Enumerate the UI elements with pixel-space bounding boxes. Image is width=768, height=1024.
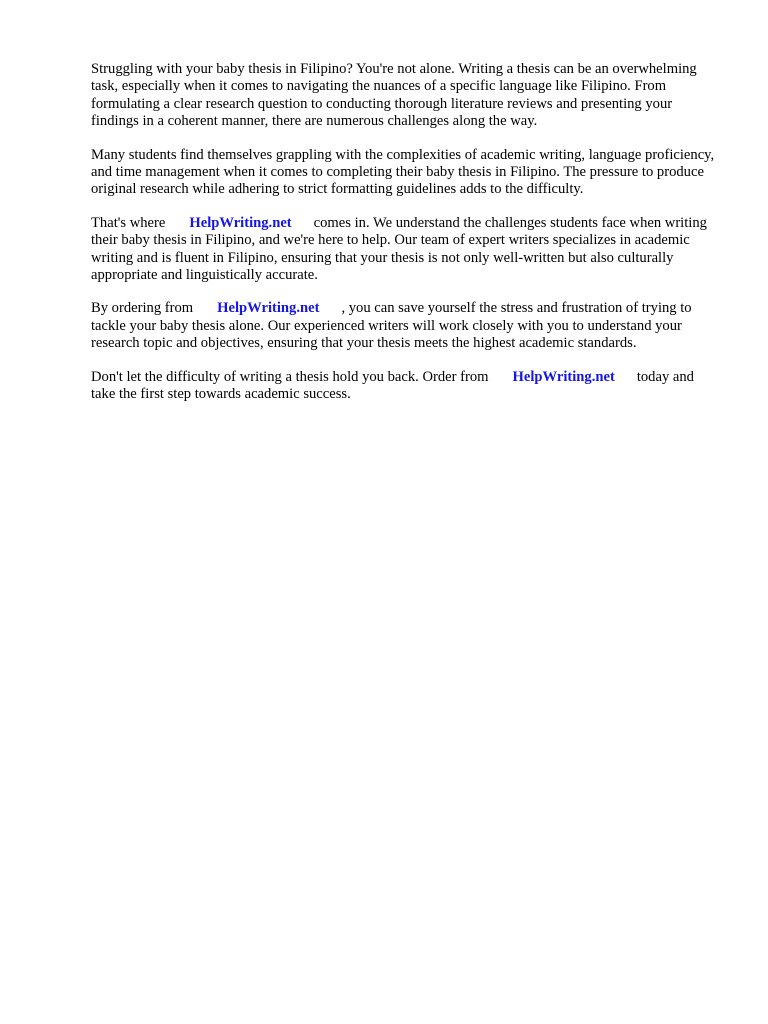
paragraph-text: today and take the first step towards academic success. [91, 368, 694, 403]
paragraph-intro: Struggling with your baby thesis in Filipino? You're not alone. Writing a thesis can be an overwhelming task, especially when it comes to navigating the nuances of a specific language like Filipino. From formulating a clear research question to conducting thorough literature reviews and presenting your findings in a coherent manner, there are numerous challenges along the way. [91, 61, 697, 130]
helpwriting-link[interactable]: HelpWriting.net [512, 368, 615, 385]
paragraph-ordering [91, 300, 717, 352]
paragraph-text: Don't let the difficulty of writing a thesis hold you back. Order from [91, 368, 489, 385]
paragraph-text: By ordering from [91, 300, 194, 317]
paragraph-text: , you can save yourself the stress and frustration of trying to tackle your baby thesis alone. Our experienced writers will work closely with you to understand your research topic and objectives, ensuring that your thesis meets the highest academic standards. [91, 300, 692, 352]
paragraph-call-to-action [91, 369, 717, 404]
paragraph-text: That's where [91, 214, 166, 231]
paragraph-challenges: Many students find themselves grappling with the complexities of academic writing, language proficiency, and time management when it comes to completing their baby thesis in Filipino. The pressure to produce original research while adhering to strict formatting guidelines adds to the difficulty. [91, 146, 715, 198]
paragraph-text: comes in. We understand the challenges students face when writing their baby thesis in Filipino, and we're here to help. Our team of expert writers specializes in academic writing and is fluent in Filipino, ensuring that your thesis is not only well-written but also culturally appropriate and linguistically accurate. [91, 214, 707, 284]
helpwriting-link[interactable]: HelpWriting.net [189, 214, 292, 231]
paragraph-service [91, 215, 717, 285]
helpwriting-link[interactable]: HelpWriting.net [217, 300, 320, 317]
document-body [91, 61, 717, 420]
